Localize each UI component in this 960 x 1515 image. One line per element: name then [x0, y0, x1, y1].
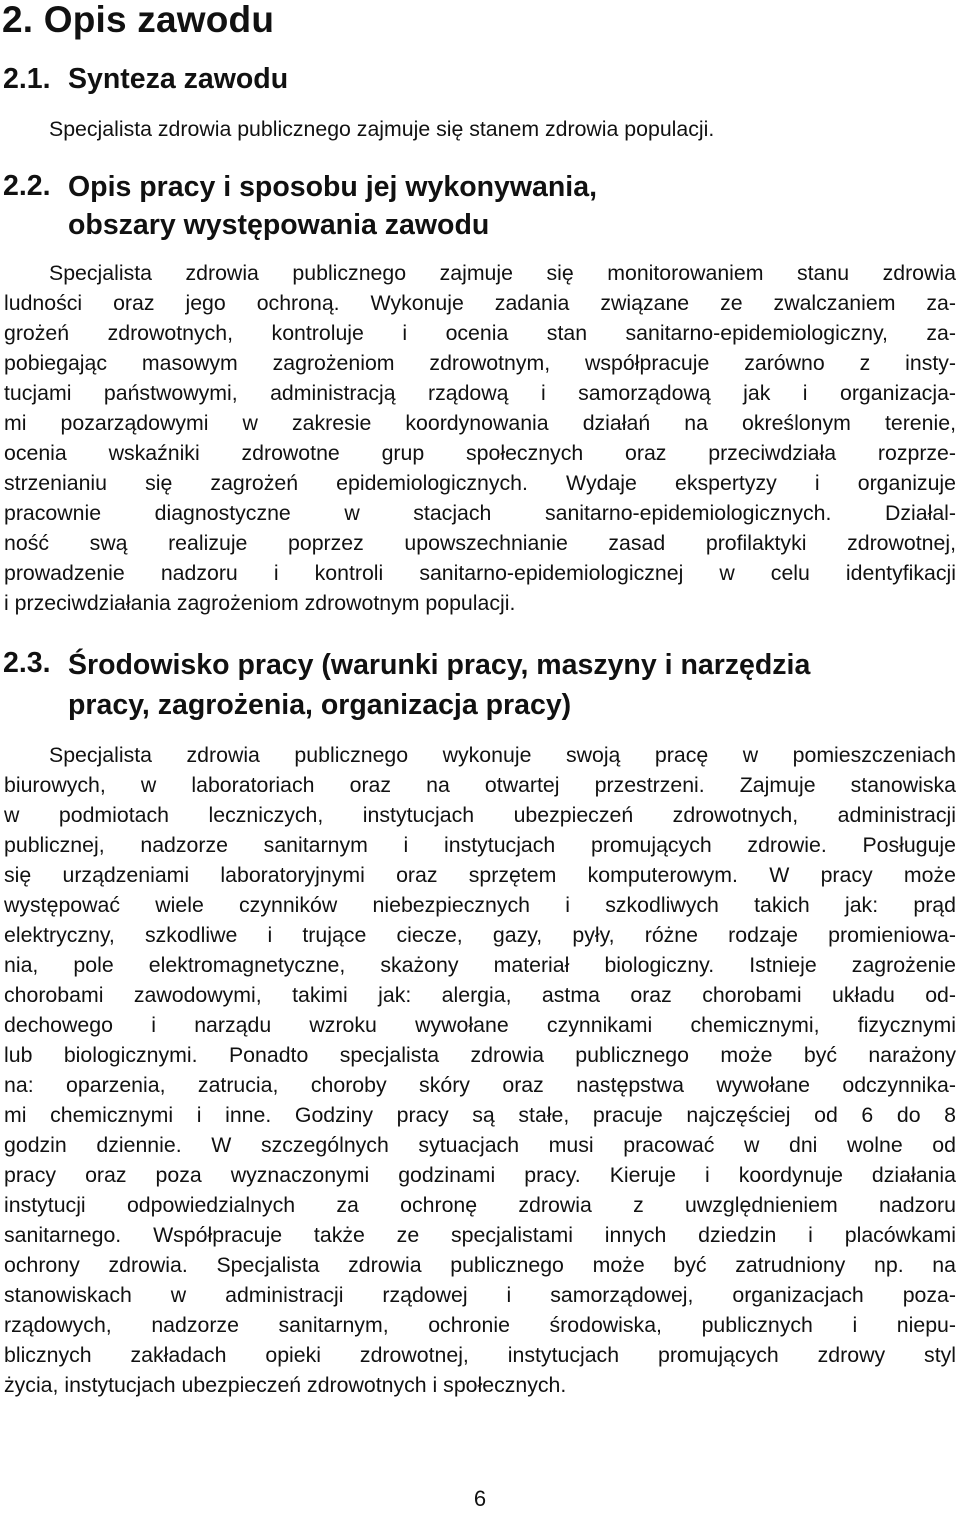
paragraph-line: stanowiskach w administracji rządowej i samorządowej, organizacjach poza-: [4, 1283, 956, 1307]
paragraph-line: ludności oraz jego ochroną. Wykonuje zadania związane ze zwalczaniem za-: [4, 291, 956, 315]
paragraph-synteza: [4, 114, 956, 144]
paragraph-line: lub biologicznymi. Ponadto specjalista zdrowia publicznego może być narażony: [4, 1043, 956, 1067]
paragraph-line: mi chemicznymi i inne. Godziny pracy są stałe, pracuje najczęściej od 6 do 8: [4, 1103, 956, 1127]
paragraph-opis-pracy: [4, 258, 956, 618]
paragraph-line: sanitarnego. Współpracuje także ze specjalistami innych dziedzin i placówkami: [4, 1223, 956, 1247]
paragraph-line: tucjami państwowymi, administracją rządową i samorządową jak i organizacja-: [4, 381, 956, 405]
section-title-line: obszary występowania zawodu: [68, 209, 490, 241]
page-number: 6: [473, 1486, 487, 1511]
paragraph-line: i przeciwdziałania zagrożeniom zdrowotnym populacji.: [4, 591, 516, 615]
paragraph-line: ność swą realizuje poprzez upowszechnianie zasad profilaktyki zdrowotnej,: [4, 531, 956, 555]
section-title-line: pracy, zagrożenia, organizacja pracy): [68, 689, 572, 721]
paragraph-line: instytucji odpowiedzialnych za ochronę zdrowia z uwzględnieniem nadzoru: [4, 1193, 956, 1217]
paragraph-line: biurowych, w laboratoriach oraz na otwartej przestrzeni. Zajmuje stanowiska: [4, 773, 956, 797]
paragraph-line: chorobami zawodowymi, takimi jak: alergia, astma oraz chorobami układu od-: [4, 983, 956, 1007]
paragraph-line: występować wiele czynników niebezpiecznych i szkodliwych takich jak: prąd: [4, 893, 956, 917]
section-title-line: Opis pracy i sposobu jej wykonywania,: [68, 171, 597, 203]
paragraph-line: Specjalista zdrowia publicznego wykonuje swoją pracę w pomieszczeniach: [49, 743, 956, 767]
paragraph-line: strzenianiu się zagrożeń epidemiologicznych. Wydaje ekspertyzy i organizuje: [4, 471, 956, 495]
section-number: 2.1.: [3, 63, 51, 95]
section-title: [68, 168, 948, 244]
paragraph-line: na: oparzenia, zatrucia, choroby skóry oraz następstwa wywołane odczynnika-: [4, 1073, 956, 1097]
section-number: 2.2.: [3, 170, 51, 202]
paragraph-line: w podmiotach leczniczych, instytucjach ubezpieczeń zdrowotnych, administracji: [4, 803, 956, 827]
paragraph-line: ocenia wskaźniki zdrowotne grup społecznych oraz przeciwdziała rozprze-: [4, 441, 956, 465]
section-title: Synteza zawodu: [68, 63, 289, 95]
paragraph-line: rządowych, nadzorze sanitarnym, ochronie środowiska, publicznych i niepu-: [4, 1313, 956, 1337]
section-title-line: Środowisko pracy (warunki pracy, maszyny i narzędzia: [68, 649, 811, 681]
section-number: 2.3.: [3, 647, 51, 679]
page-title: 2. Opis zawodu: [2, 0, 275, 40]
paragraph-line: dechowego i narządu wzroku wywołane czynnikami chemicznymi, fizycznymi: [4, 1013, 956, 1037]
paragraph-line: elektryczny, szkodliwe i trujące ciecze, gazy, pyły, różne rodzaje promieniowa-: [4, 923, 956, 947]
paragraph-line: godzin dziennie. W szczególnych sytuacjach musi pracować w dni wolne od: [4, 1133, 956, 1157]
paragraph-line: Specjalista zdrowia publicznego zajmuje się monitorowaniem stanu zdrowia: [49, 261, 956, 285]
paragraph-line: nia, pole elektromagnetyczne, skażony materiał biologiczny. Istnieje zagrożenie: [4, 953, 956, 977]
paragraph-line: ochrony zdrowia. Specjalista zdrowia publicznego może być zatrudniony np. na: [4, 1253, 956, 1277]
paragraph-line: mi pozarządowymi w zakresie koordynowania działań na określonym terenie,: [4, 411, 956, 435]
paragraph-line: blicznych zakładach opieki zdrowotnej, instytucjach promujących zdrowy styl: [4, 1343, 956, 1367]
paragraph-line: Specjalista zdrowia publicznego zajmuje się stanem zdrowia populacji.: [49, 117, 715, 141]
paragraph-line: życia, instytucjach ubezpieczeń zdrowotnych i społecznych.: [4, 1373, 567, 1397]
paragraph-line: pracy oraz poza wyznaczonymi godzinami pracy. Kieruje i koordynuje działania: [4, 1163, 956, 1187]
paragraph-line: prowadzenie nadzoru i kontroli sanitarno-epidemiologicznej w celu identyfikacji: [4, 561, 956, 585]
paragraph-line: publicznej, nadzorze sanitarnym i instytucjach promujących zdrowie. Posługuje: [4, 833, 956, 857]
paragraph-line: pobiegając masowym zagrożeniom zdrowotnym, współpracuje zarówno z insty-: [4, 351, 956, 375]
paragraph-line: pracownie diagnostyczne w stacjach sanitarno-epidemiologicznych. Działal-: [4, 501, 956, 525]
section-title: [68, 645, 948, 725]
paragraph-line: grożeń zdrowotnych, kontroluje i ocenia stan sanitarno-epidemiologiczny, za-: [4, 321, 956, 345]
paragraph-line: się urządzeniami laboratoryjnymi oraz sprzętem komputerowym. W pracy może: [4, 863, 956, 887]
paragraph-srodowisko-pracy: [4, 740, 956, 1400]
